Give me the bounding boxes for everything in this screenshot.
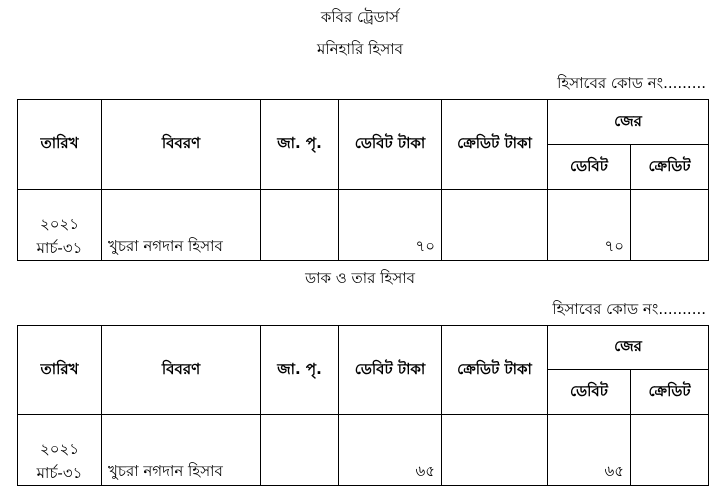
row-date: মার্চ-৩১ xyxy=(36,464,83,482)
row-balance-debit: ৭০ xyxy=(548,190,631,261)
col-header-ref: জা. পৃ. xyxy=(261,100,339,190)
col-header-description: বিবরণ xyxy=(102,326,261,415)
col-header-balance: জের xyxy=(548,100,709,145)
row-description: খুচরা নগদান হিসাব xyxy=(102,190,261,261)
row-debit: ৬৫ xyxy=(339,415,442,486)
row-balance-credit xyxy=(631,190,709,261)
row-balance-credit xyxy=(631,415,709,486)
table-row xyxy=(18,415,709,486)
row-ref xyxy=(261,190,339,261)
row-balance-debit: ৬৫ xyxy=(548,415,631,486)
account-code-label: হিসাবের কোড নং.......... xyxy=(552,300,706,318)
row-credit xyxy=(442,415,548,486)
row-date-cell xyxy=(18,415,102,486)
row-year: ২০২১ xyxy=(40,440,79,458)
account-code-label: হিসাবের কোড নং......... xyxy=(557,74,706,92)
row-debit: ৭০ xyxy=(339,190,442,261)
company-name: কবির ট্রেডার্স xyxy=(320,8,400,26)
row-credit xyxy=(442,190,548,261)
col-header-date: তারিখ xyxy=(18,100,102,190)
col-header-balance-debit: ডেবিট xyxy=(548,145,631,190)
ledger-table-postage xyxy=(17,325,709,486)
row-ref xyxy=(261,415,339,486)
col-header-balance-debit: ডেবিট xyxy=(548,370,631,415)
table-row xyxy=(18,190,709,261)
col-header-description: বিবরণ xyxy=(102,100,261,190)
row-date-cell xyxy=(18,190,102,261)
ledger-table-stationery xyxy=(17,99,709,261)
col-header-balance-credit: ক্রেডিট xyxy=(631,145,709,190)
row-year: ২০২১ xyxy=(40,215,79,233)
row-description: খুচরা নগদান হিসাব xyxy=(102,415,261,486)
col-header-ref: জা. পৃ. xyxy=(261,326,339,415)
row-date: মার্চ-৩১ xyxy=(36,239,83,257)
col-header-balance-credit: ক্রেডিট xyxy=(631,370,709,415)
col-header-credit: ক্রেডিট টাকা xyxy=(442,100,548,190)
col-header-date: তারিখ xyxy=(18,326,102,415)
col-header-debit: ডেবিট টাকা xyxy=(339,100,442,190)
col-header-credit: ক্রেডিট টাকা xyxy=(442,326,548,415)
ledger-title: ডাক ও তার হিসাব xyxy=(305,269,415,287)
col-header-debit: ডেবিট টাকা xyxy=(339,326,442,415)
ledger-title: মনিহারি হিসাব xyxy=(317,40,403,58)
col-header-balance: জের xyxy=(548,326,709,370)
